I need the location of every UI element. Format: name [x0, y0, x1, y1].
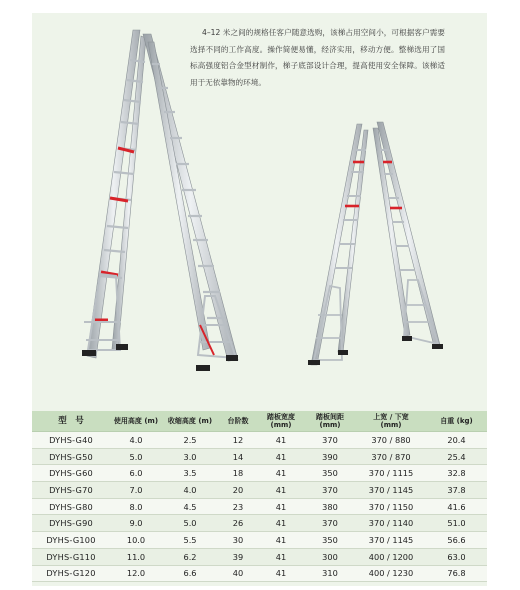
cell-tread-spacing: 370 [304, 482, 356, 499]
cell-use-height: 9.0 [110, 515, 162, 532]
cell-steps: 39 [218, 548, 258, 565]
cell-retract-height: 5.5 [162, 532, 218, 549]
cell-tread-spacing: 380 [304, 498, 356, 515]
header-tread-width-unit: (mm) [270, 421, 292, 429]
cell-retract-height: 6.2 [162, 548, 218, 565]
header-tread-spacing [304, 411, 356, 432]
cell-tread-spacing: 300 [304, 548, 356, 565]
header-widths [356, 411, 426, 432]
cell-widths: 370 / 1145 [356, 532, 426, 549]
cell-use-height: 12.0 [110, 565, 162, 582]
cell-tread-width: 41 [258, 448, 304, 465]
cell-weight: 20.4 [426, 432, 487, 449]
header-model: 型 号 [32, 411, 110, 432]
product-description [190, 25, 445, 91]
cell-use-height: 5.0 [110, 448, 162, 465]
cell-widths: 370 / 870 [356, 448, 426, 465]
cell-steps: 30 [218, 532, 258, 549]
table-row [32, 532, 487, 549]
cell-retract-height: 4.0 [162, 482, 218, 499]
cell-widths: 400 / 1200 [356, 548, 426, 565]
cell-tread-spacing: 310 [304, 565, 356, 582]
cell-use-height: 10.0 [110, 532, 162, 549]
cell-model: DYHS-G100 [32, 532, 110, 549]
cell-model: DYHS-G80 [32, 498, 110, 515]
cell-tread-spacing: 390 [304, 448, 356, 465]
cell-model: DYHS-G120 [32, 565, 110, 582]
table-row [32, 465, 487, 482]
header-retract-height: 收缩高度 (m) [162, 411, 218, 432]
cell-weight: 37.8 [426, 482, 487, 499]
cell-tread-width: 41 [258, 548, 304, 565]
cell-retract-height: 3.0 [162, 448, 218, 465]
cell-widths: 370 / 1145 [356, 482, 426, 499]
cell-widths: 370 / 1140 [356, 515, 426, 532]
header-weight: 自重 (kg) [426, 411, 487, 432]
table-row [32, 548, 487, 565]
cell-model: DYHS-G40 [32, 432, 110, 449]
cell-model: DYHS-G110 [32, 548, 110, 565]
cell-tread-spacing: 370 [304, 515, 356, 532]
spec-table-body [32, 432, 487, 582]
table-row [32, 448, 487, 465]
cell-steps: 20 [218, 482, 258, 499]
cell-weight: 76.8 [426, 565, 487, 582]
header-tread-spacing-label: 踏板间距 [316, 413, 344, 421]
cell-use-height: 4.0 [110, 432, 162, 449]
cell-use-height: 7.0 [110, 482, 162, 499]
cell-weight: 32.8 [426, 465, 487, 482]
header-tread-spacing-unit: (mm) [319, 421, 341, 429]
header-widths-label: 上宽 / 下宽 [373, 413, 409, 421]
cell-model: DYHS-G60 [32, 465, 110, 482]
cell-steps: 40 [218, 565, 258, 582]
cell-widths: 370 / 880 [356, 432, 426, 449]
cell-weight: 51.0 [426, 515, 487, 532]
cell-tread-spacing: 370 [304, 432, 356, 449]
table-row [32, 515, 487, 532]
cell-steps: 26 [218, 515, 258, 532]
cell-tread-width: 41 [258, 532, 304, 549]
short-ladder-image [308, 122, 443, 365]
cell-retract-height: 3.5 [162, 465, 218, 482]
cell-tread-width: 41 [258, 515, 304, 532]
table-row [32, 432, 487, 449]
cell-model: DYHS-G70 [32, 482, 110, 499]
cell-tread-width: 41 [258, 498, 304, 515]
spec-table [32, 411, 487, 582]
cell-retract-height: 5.0 [162, 515, 218, 532]
cell-weight: 56.6 [426, 532, 487, 549]
header-use-height: 使用高度 (m) [110, 411, 162, 432]
spec-table-header [32, 411, 487, 432]
cell-weight: 41.6 [426, 498, 487, 515]
table-row [32, 482, 487, 499]
cell-tread-width: 41 [258, 432, 304, 449]
header-tread-width-label: 踏板宽度 [267, 413, 295, 421]
cell-tread-spacing: 350 [304, 465, 356, 482]
header-tread-width [258, 411, 304, 432]
cell-tread-width: 41 [258, 565, 304, 582]
cell-model: DYHS-G50 [32, 448, 110, 465]
cell-weight: 63.0 [426, 548, 487, 565]
cell-steps: 12 [218, 432, 258, 449]
description-text: 4–12 米之间的规格任客户随意选购，该梯占用空间小，可根据客户需要选择不同的工作高度。操作简便易懂，经济实用，移动方便。整梯选用了国标高强度铝合金型材制作，梯子底部设计合理，提高使用安全保障。该梯适用于无依靠物的环境。 [190, 28, 445, 87]
cell-retract-height: 4.5 [162, 498, 218, 515]
cell-tread-width: 41 [258, 482, 304, 499]
cell-steps: 23 [218, 498, 258, 515]
cell-use-height: 8.0 [110, 498, 162, 515]
header-widths-unit: (mm) [380, 421, 402, 429]
cell-widths: 370 / 1115 [356, 465, 426, 482]
cell-tread-spacing: 350 [304, 532, 356, 549]
table-row [32, 565, 487, 582]
cell-widths: 400 / 1230 [356, 565, 426, 582]
header-steps: 台阶数 [218, 411, 258, 432]
cell-tread-width: 41 [258, 465, 304, 482]
cell-retract-height: 2.5 [162, 432, 218, 449]
table-row [32, 498, 487, 515]
cell-model: DYHS-G90 [32, 515, 110, 532]
cell-use-height: 11.0 [110, 548, 162, 565]
cell-steps: 14 [218, 448, 258, 465]
cell-retract-height: 6.6 [162, 565, 218, 582]
cell-widths: 370 / 1150 [356, 498, 426, 515]
cell-steps: 18 [218, 465, 258, 482]
cell-weight: 25.4 [426, 448, 487, 465]
cell-use-height: 6.0 [110, 465, 162, 482]
